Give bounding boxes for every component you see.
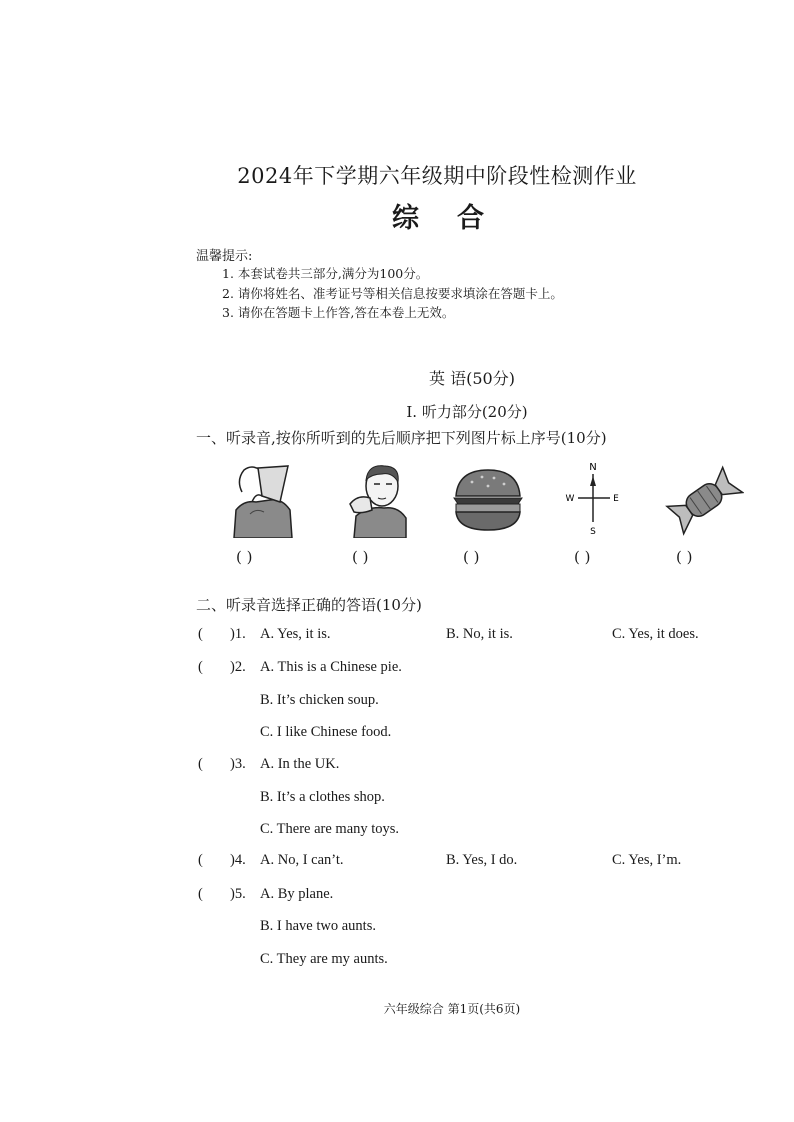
option-c: C. Yes, I’m. <box>612 852 682 868</box>
candy-icon <box>664 462 744 538</box>
answer-paren-close: ) <box>230 852 235 868</box>
question-number <box>230 659 246 676</box>
option-b: B. Yes, I do. <box>446 852 518 868</box>
question-number <box>230 852 246 869</box>
option-b: B. No, it is. <box>446 626 513 642</box>
answer-paren-close: ) <box>230 659 235 675</box>
compass-east-label: E <box>613 494 619 504</box>
option-a: A. By plane. <box>260 886 334 902</box>
question-number-text: 4. <box>234 852 246 868</box>
answer-paren-open[interactable]: ( <box>198 626 203 642</box>
answer-paren-open[interactable]: ( <box>198 659 203 675</box>
part2-title: 二、听录音选择正确的答语(10分) <box>196 596 422 614</box>
option-b: B. It’s a clothes shop. <box>260 789 385 805</box>
compass-south-label: S <box>590 527 596 537</box>
answer-paren-open[interactable]: ( <box>198 852 203 868</box>
answer-paren-close: ) <box>230 886 235 902</box>
picture-answer-blank[interactable]: ( ) <box>352 548 369 566</box>
page-footer: 六年级综合 第1页(共6页) <box>383 1002 521 1016</box>
option-a: A. Yes, it is. <box>260 626 331 642</box>
english-heading: 英 语(50分) <box>429 369 515 388</box>
question-number <box>230 756 246 773</box>
question-number-text: 2. <box>234 659 246 675</box>
picture-answer-blank[interactable]: ( ) <box>574 548 591 566</box>
question-number-text: 1. <box>234 626 246 642</box>
option-c: C. There are many toys. <box>260 821 400 837</box>
option-c: C. I like Chinese food. <box>260 724 392 740</box>
tip-item: 1. 本套试卷共三部分,满分为100分。 <box>222 266 429 281</box>
sick-boy-icon <box>344 462 424 538</box>
option-a: A. No, I can’t. <box>260 852 344 868</box>
compass-west-label: W <box>565 494 575 504</box>
option-b: B. I have two aunts. <box>260 918 376 934</box>
tip-item: 2. 请你将姓名、准考证号等相关信息按要求填涂在答题卡上。 <box>222 286 563 301</box>
exam-subtitle: 综合 <box>392 203 522 234</box>
question-number <box>230 886 246 903</box>
option-c: C. Yes, it does. <box>612 626 699 642</box>
answer-paren-open[interactable]: ( <box>198 756 203 772</box>
listening-heading: Ⅰ. 听力部分(20分) <box>406 403 528 421</box>
answer-paren-open[interactable]: ( <box>198 886 203 902</box>
question-number-text: 5. <box>234 886 246 902</box>
picture-answer-blank[interactable]: ( ) <box>676 548 693 566</box>
tips-label: 温馨提示: <box>196 249 253 264</box>
hamburger-icon <box>448 462 528 538</box>
compass-north-label: N <box>589 462 597 473</box>
question-number-text: 3. <box>234 756 246 772</box>
option-a: A. This is a Chinese pie. <box>260 659 402 675</box>
option-b: B. It’s chicken soup. <box>260 692 379 708</box>
answer-paren-close: ) <box>230 756 235 772</box>
option-c: C. They are my aunts. <box>260 951 388 967</box>
drinking-person-icon <box>222 462 302 538</box>
exam-title: 2024年下学期六年级期中阶段性检测作业 <box>237 164 637 188</box>
tip-item: 3. 请你在答题卡上作答,答在本卷上无效。 <box>222 305 455 320</box>
question-number <box>230 626 246 643</box>
picture-answer-blank[interactable]: ( ) <box>236 548 253 566</box>
answer-paren-close: ) <box>230 626 235 642</box>
part1-title: 一、听录音,按你所听到的先后顺序把下列图片标上序号(10分) <box>196 429 607 447</box>
option-a: A. In the UK. <box>260 756 340 772</box>
picture-answer-blank[interactable]: ( ) <box>463 548 480 566</box>
compass-icon <box>560 458 626 538</box>
